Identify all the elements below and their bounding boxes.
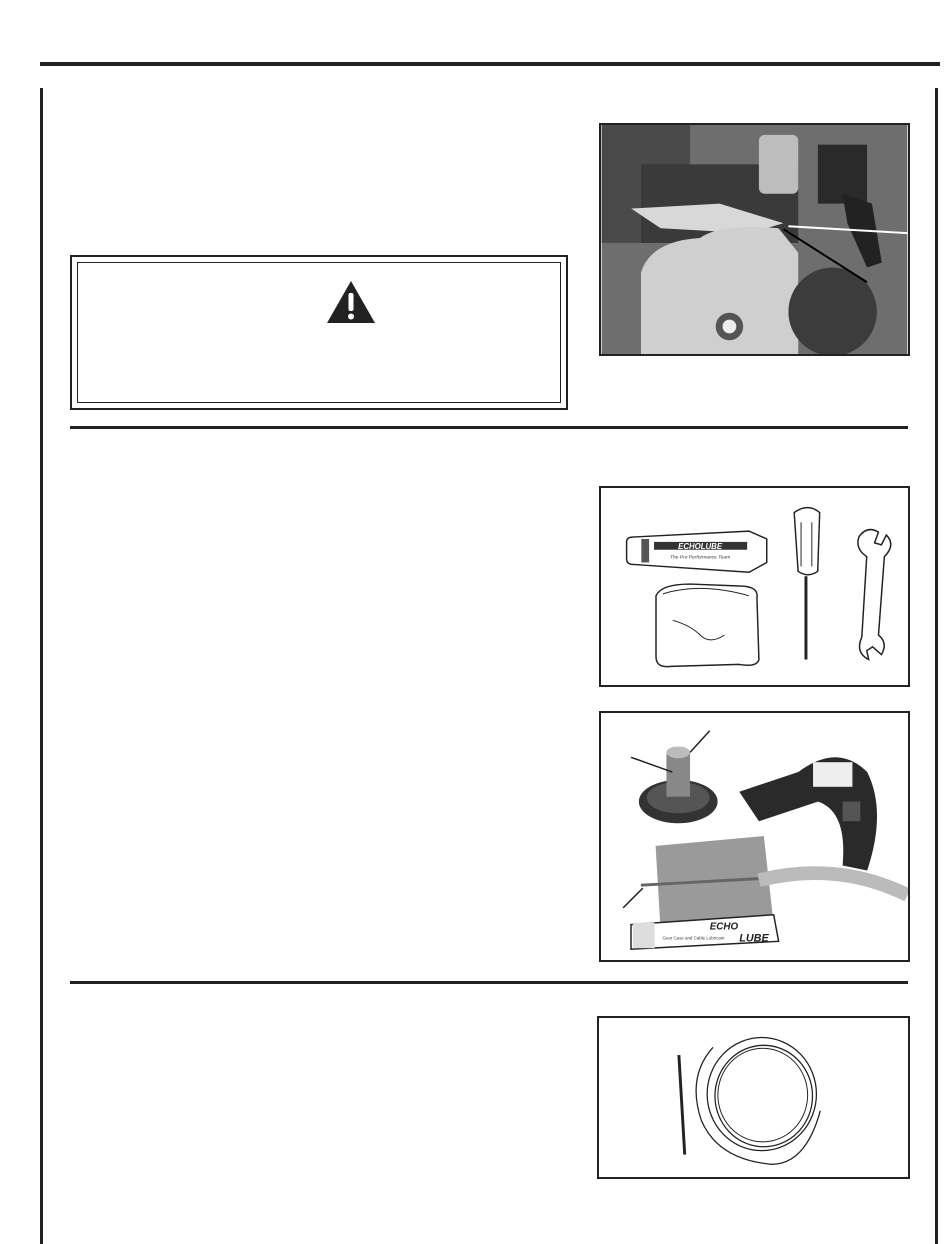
wrench-icon bbox=[858, 530, 891, 660]
line-coil-illustration bbox=[597, 1016, 910, 1179]
tube-brand-label: ECHOLUBE bbox=[678, 541, 723, 551]
screwdriver-icon bbox=[794, 508, 819, 660]
top-rule bbox=[40, 62, 940, 66]
warning-box-inner bbox=[77, 262, 561, 403]
engine-photo bbox=[599, 123, 910, 356]
section-divider-1 bbox=[70, 426, 908, 429]
trimmer-line-coil-icon bbox=[696, 1038, 820, 1165]
engine-carburetor-photo-icon bbox=[601, 125, 908, 354]
left-margin-line bbox=[40, 88, 43, 1244]
tube-sub-label: The Pro Performance Team bbox=[670, 555, 731, 561]
tube-lube-label: LUBE bbox=[739, 932, 769, 945]
warning-box bbox=[70, 255, 568, 410]
tools-illustration bbox=[599, 486, 910, 687]
tube-sub-label: Gear Case and Cable Lubricant bbox=[662, 935, 725, 941]
section-divider-2 bbox=[70, 981, 908, 984]
rod-icon bbox=[679, 1055, 685, 1154]
shop-rag-icon bbox=[656, 584, 759, 667]
warning-triangle-icon bbox=[325, 279, 377, 325]
lubricant-tube-icon bbox=[627, 531, 767, 572]
gearcase-photo bbox=[599, 711, 910, 962]
tube-echo-label: ECHO bbox=[709, 921, 739, 933]
right-margin-line bbox=[935, 88, 938, 1244]
